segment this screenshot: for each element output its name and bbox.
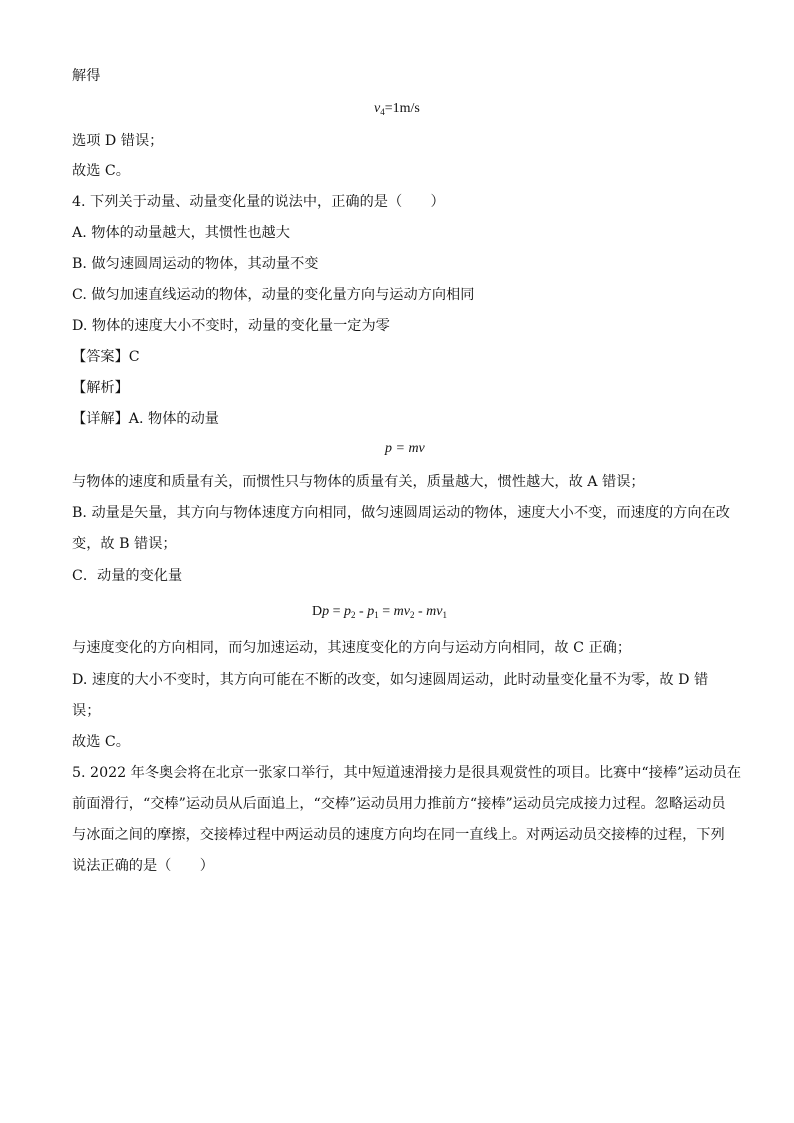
equation-momentum-change xyxy=(312,602,447,625)
eq-mv1: mv xyxy=(426,604,443,619)
eq-p2-sub: 2 xyxy=(351,610,356,620)
eq-equals-1: = xyxy=(329,604,345,619)
eq-minus-2: - xyxy=(414,604,427,619)
eq-equals-2: = xyxy=(378,604,394,619)
detail-d-line2: 误； xyxy=(72,703,101,719)
eq-mv1-sub: 1 xyxy=(442,610,447,620)
equation-momentum xyxy=(385,439,425,459)
eq-p2: p xyxy=(344,604,352,619)
eq-minus-1: - xyxy=(355,604,368,619)
solution-text: 解得 xyxy=(72,68,101,84)
detail-b-line1: B. 动量是矢量，其方向与物体速度方向相同，做匀速圆周运动的物体，速度大小不变，而速度的方向在改 xyxy=(72,505,730,521)
question-4-option-c: C. 做匀加速直线运动的物体，动量的变化量方向与运动方向相同 xyxy=(72,287,475,303)
detail-c-line1: C．动量的变化量 xyxy=(72,568,183,584)
eq-mv2-sub: 2 xyxy=(409,610,415,620)
eq-mv2: mv xyxy=(393,604,410,619)
question-4-stem: 4. 下列关于动量、动量变化量的说法中，正确的是（ ） xyxy=(72,194,445,210)
detail-a: 【详解】A. 物体的动量 xyxy=(72,411,219,427)
option-d-wrong: 选项 D 错误； xyxy=(72,133,164,149)
question-4-option-b: B. 做匀速圆周运动的物体，其动量不变 xyxy=(72,256,319,272)
detail-d-line1: D. 速度的大小不变时，其方向可能在不断的改变，如匀速圆周运动，此时动量变化量不为零，故 D 错 xyxy=(72,672,709,688)
conclusion: 故选 C。 xyxy=(72,734,130,750)
detail-b-line2: 变，故 B 错误； xyxy=(72,536,177,552)
question-4-option-a: A. 物体的动量越大，其惯性也越大 xyxy=(72,225,290,241)
eq-rest: =1m/s xyxy=(384,101,420,116)
detail-c-line2: 与速度变化的方向相同，而匀加速运动，其速度变化的方向与运动方向相同，故 C 正确； xyxy=(72,640,632,656)
analysis-label: 【解析】 xyxy=(72,380,129,396)
eq-sub: 4 xyxy=(380,107,385,117)
eq-momentum-text: p = mv xyxy=(385,441,425,456)
question-4-option-d: D. 物体的速度大小不变时，动量的变化量一定为零 xyxy=(72,318,390,334)
eq-p1-sub: 1 xyxy=(374,610,379,620)
eq-var: v xyxy=(374,101,381,116)
question-5-line2: 前面滑行，“交棒”运动员从后面追上，“交棒”运动员用力推前方“接棒”运动员完成接力过程。忽略运动员 xyxy=(72,796,726,812)
detail-a-explanation: 与物体的速度和质量有关，而惯性只与物体的质量有关，质量越大，惯性越大，故 A 错误； xyxy=(72,474,645,490)
answer-label: 【答案】C xyxy=(72,349,140,365)
eq-delta: D xyxy=(312,604,323,619)
question-5-line4: 说法正确的是（ ） xyxy=(72,858,214,874)
equation-v4 xyxy=(374,99,420,122)
question-5-line3: 与冰面之间的摩擦，交接棒过程中两运动员的速度方向均在同一直线上。对两运动员交接棒的过程，下列 xyxy=(72,827,725,843)
eq-p: p xyxy=(322,604,330,619)
eq-p1: p xyxy=(367,604,375,619)
question-5-line1: 5. 2022 年冬奥会将在北京一张家口举行，其中短道速滑接力是很具观赏性的项目。比赛中“接棒”运动员在 xyxy=(72,765,742,781)
choose-c: 故选 C。 xyxy=(72,163,130,179)
